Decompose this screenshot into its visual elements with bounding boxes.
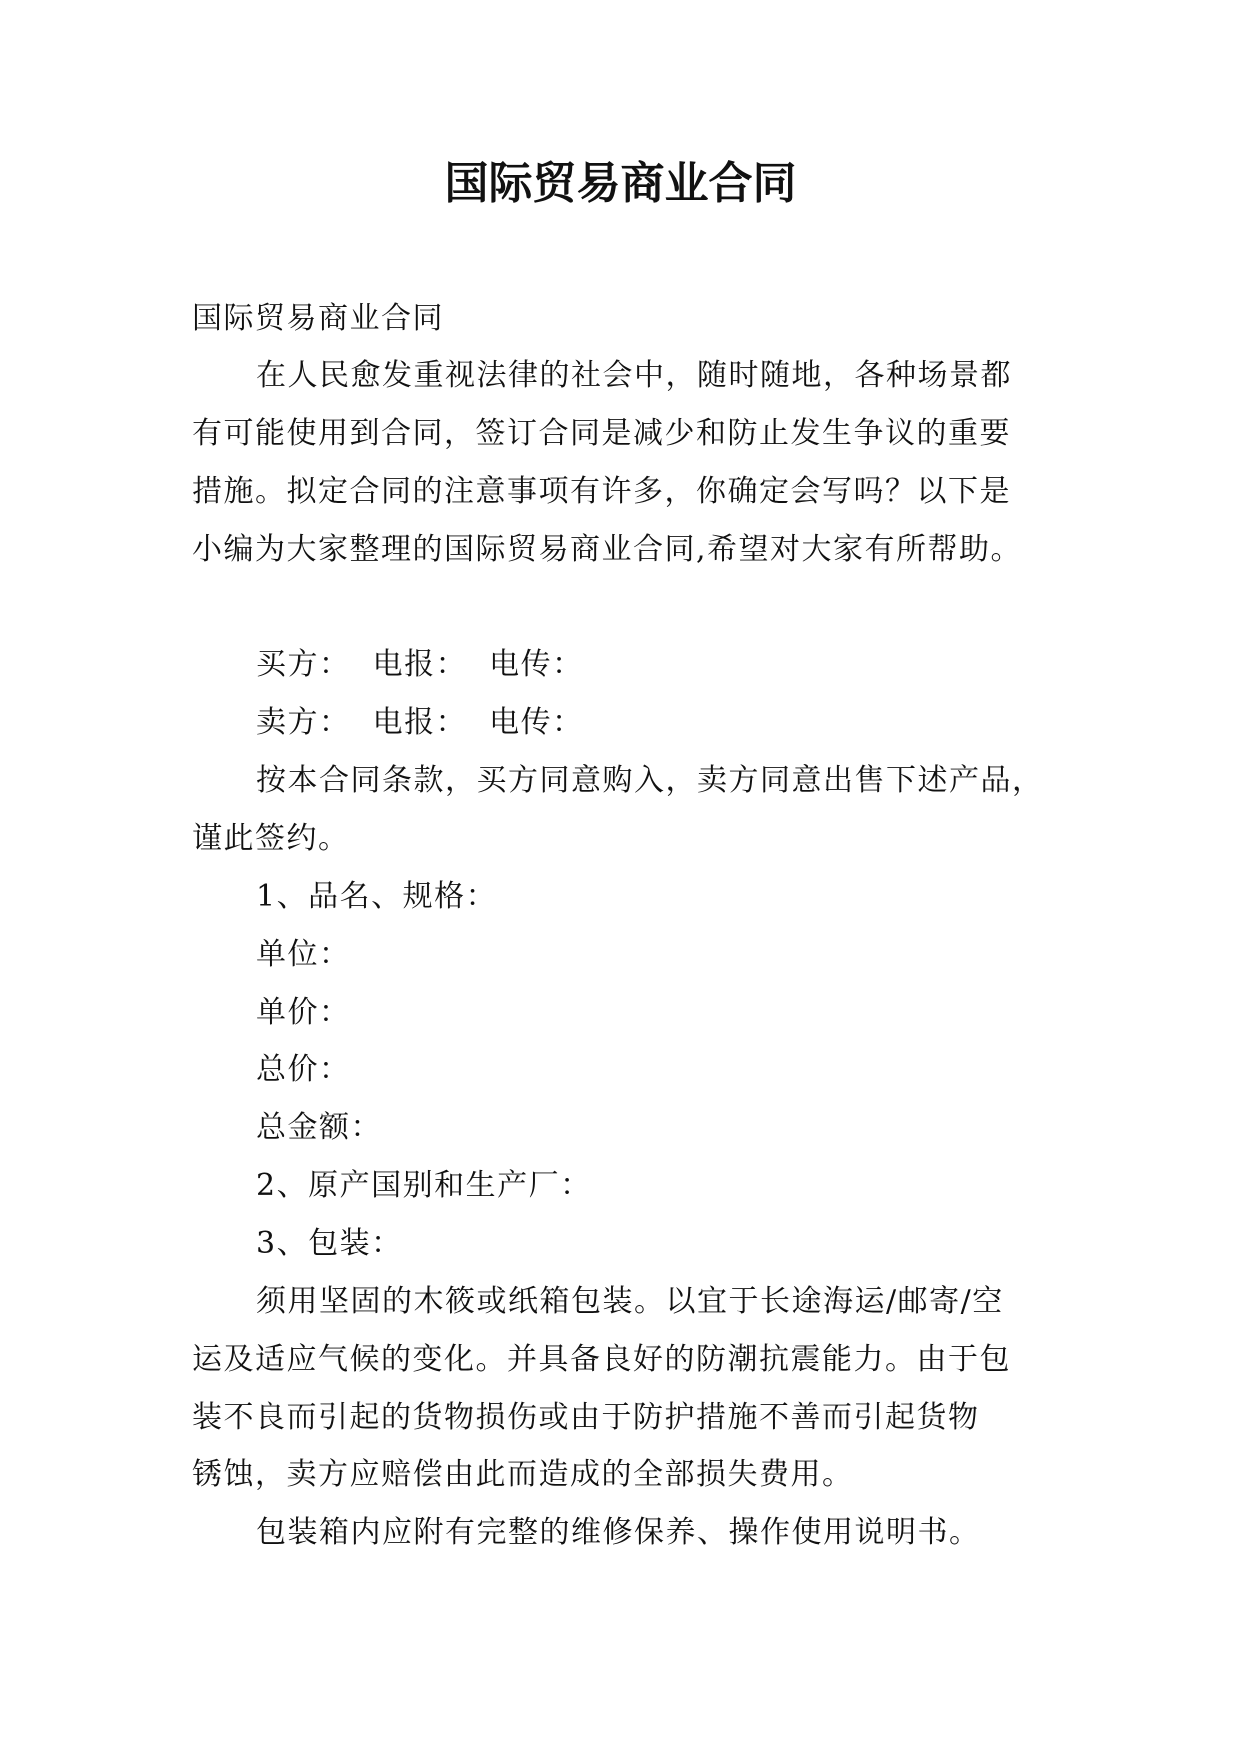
doc-subtitle: 国际贸易商业合同 (192, 301, 444, 336)
field-unit: 单位： (256, 937, 351, 972)
field-unit-price: 单价： (256, 995, 351, 1030)
clause-1-name-spec: 1、品名、规格： (256, 879, 498, 914)
intro-line-3: 措施。拟定合同的注意事项有许多，你确定会写吗？以下是 (192, 474, 1011, 509)
packing-line-2: 运及适应气候的变化。并具备良好的防潮抗震能力。由于包 (192, 1342, 1011, 1377)
buyer-line: 买方： 电报： 电传： (256, 647, 584, 682)
clause-3-packing: 3、包装： (256, 1226, 403, 1261)
packing-line-1: 须用坚固的木筱或纸箱包装。以宜于长途海运/邮寄/空 (256, 1284, 1004, 1319)
intro-line-4: 小编为大家整理的国际贸易商业合同,希望对大家有所帮助。 (192, 532, 1023, 567)
packing-line-3: 装不良而引起的货物损伤或由于防护措施不善而引起货物 (192, 1400, 980, 1435)
field-total-amount: 总金额： (256, 1110, 382, 1145)
intro-line-1: 在人民愈发重视法律的社会中，随时随地，各种场景都 (256, 358, 1012, 393)
packing-line-4: 锈蚀，卖方应赔偿由此而造成的全部损失费用。 (192, 1457, 854, 1492)
agreement-line-2: 谨此签约。 (192, 821, 350, 856)
clause-2-origin: 2、原产国别和生产厂： (256, 1168, 592, 1203)
field-total-price: 总价： (256, 1052, 351, 1087)
seller-line: 卖方： 电报： 电传： (256, 705, 584, 740)
agreement-line-1: 按本合同条款，买方同意购入，卖方同意出售下述产品， (256, 763, 1044, 798)
intro-line-2: 有可能使用到合同，签订合同是减少和防止发生争议的重要 (192, 416, 1011, 451)
document-title: 国际贸易商业合同 (444, 158, 797, 209)
manual-line: 包装箱内应附有完整的维修保养、操作使用说明书。 (256, 1515, 981, 1550)
